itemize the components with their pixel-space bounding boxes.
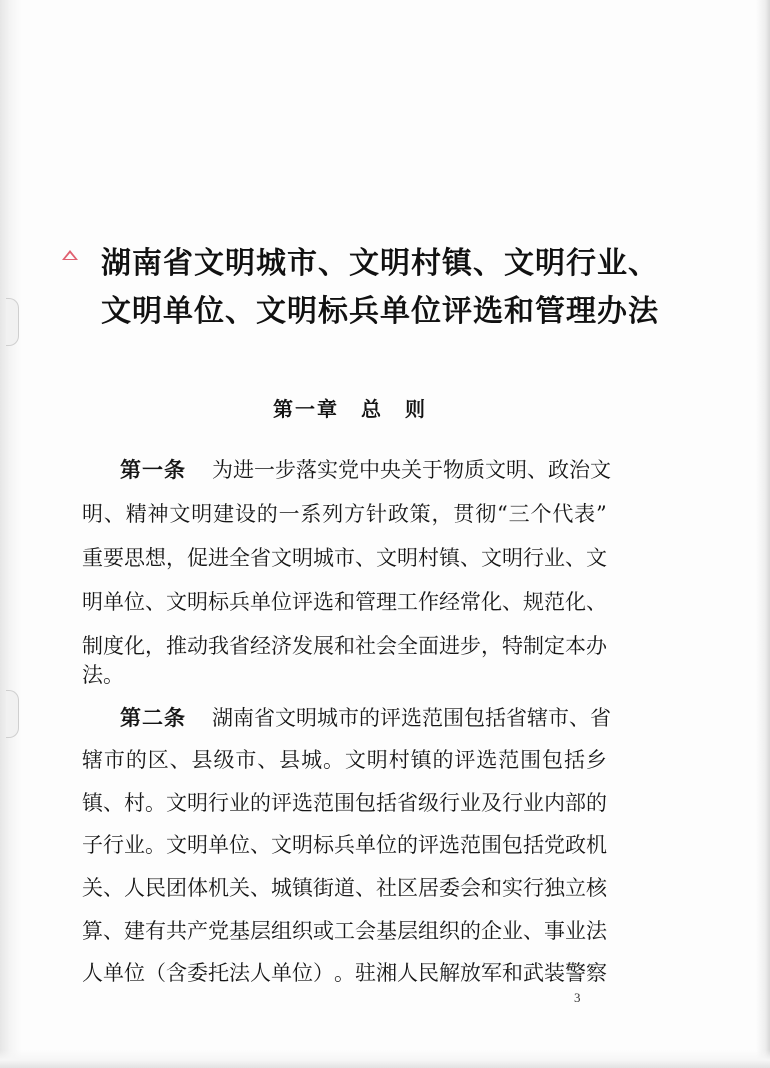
article-1-line-2: 明 、 精 神 文 明 建 设 的 一 系 列 方 针 政 策 ， 贯 彻 “ 三 个 代 表 ” (82, 502, 607, 526)
article-2-line-6: 算 、 建 有 共 产 党 基 层 组 织 或 工 会 基 层 组 织 的 企 业 、 事 业 法 (82, 919, 607, 943)
article-2-line-5: 关 、 人 民 团 体 机 关 、 城 镇 街 道 、 社 区 居 委 会 和 实 行 独 立 核 (82, 876, 607, 900)
page-bottom-edge (0, 1050, 770, 1068)
article-2-line-7: 人 单 位 （ 含 委 托 法 人 单 位 ） 。 驻 湘 人 民 解 放 军 和 武 装 警 察 (82, 961, 607, 985)
article-1-line-6: 法。 (82, 663, 124, 687)
document-title-line-2: 文明单位、文明标兵单位评选和管理办法 (101, 294, 659, 329)
chapter-heading (0, 394, 700, 424)
article-2-text: 湖南省文明城市的评选范围包括省辖市、省 (212, 706, 611, 730)
article-1-line-5: 制 度 化 ， 推 动 我 省 经 济 发 展 和 社 会 全 面 进 步 ， 特 制 定 本 办 (82, 634, 607, 658)
article-2-label: 第二条 (120, 705, 186, 730)
binding-edge (0, 0, 22, 1068)
article-1-text: 为进一步落实党中央关于物质文明、政治文 (212, 458, 611, 482)
article-1-line-1 (120, 455, 611, 485)
article-2-line-3: 镇 、 村 。 文 明 行 业 的 评 选 范 围 包 括 省 级 行 业 及 行 业 内 部 的 (82, 791, 607, 815)
article-1-line-3: 重 要 思 想 ， 促 进 全 省 文 明 城 市 、 文 明 村 镇 、 文 明 行 业 、 文 (82, 546, 607, 570)
binding-notch (6, 690, 19, 738)
article-1-label: 第一条 (120, 457, 186, 482)
article-2-line-2: 辖 市 的 区 、 县 级 市 、 县 城 。 文 明 村 镇 的 评 选 范 围 包 括 乡 (82, 748, 607, 772)
document-title-line-1: 湖南省文明城市、文明村镇、文明行业、 (101, 246, 659, 281)
chapter-title: 总 则 (361, 397, 427, 421)
article-1-line-4: 明 单 位 、 文 明 标 兵 单 位 评 选 和 管 理 工 作 经 常 化 、 规 范 化 、 (82, 590, 607, 614)
chapter-number: 第一章 (273, 397, 339, 421)
page-number: 3 (574, 990, 581, 1005)
article-2-line-1 (120, 703, 611, 733)
article-2-line-4: 子 行 业 。 文 明 单 位 、 文 明 标 兵 单 位 的 评 选 范 围 包 括 党 政 机 (82, 833, 607, 857)
binding-notch (6, 298, 19, 346)
page-edge-shadow (756, 0, 770, 1068)
